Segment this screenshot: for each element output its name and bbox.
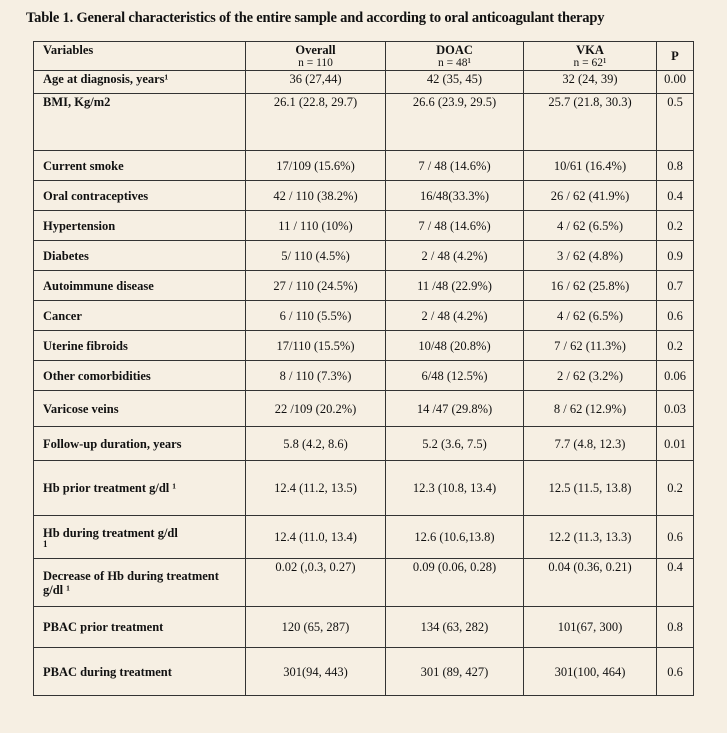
cell-p: 0.4	[657, 559, 694, 607]
row-label-text: Current smoke	[43, 158, 124, 173]
cell-overall: 26.1 (22.8, 29.7)	[246, 94, 386, 151]
row-label	[34, 559, 246, 607]
table-row	[34, 301, 694, 331]
cell-doac: 0.09 (0.06, 0.28)	[386, 559, 524, 607]
cell-overall: 22 /109 (20.2%)	[246, 391, 386, 427]
cell-p: 0.6	[657, 516, 694, 559]
row-label-text: Follow-up duration, years	[43, 436, 182, 451]
row-label-text: Uterine fibroids	[43, 338, 128, 353]
row-label	[34, 361, 246, 391]
table-row	[34, 331, 694, 361]
row-label-text: Varicose veins	[43, 401, 119, 416]
row-label-text: Hypertension	[43, 218, 116, 233]
cell-doac: 11 /48 (22.9%)	[386, 271, 524, 301]
cell-vka: 3 / 62 (4.8%)	[524, 241, 657, 271]
cell-overall: 12.4 (11.2, 13.5)	[246, 461, 386, 516]
cell-p: 0.9	[657, 241, 694, 271]
row-label	[34, 648, 246, 696]
cell-vka: 26 / 62 (41.9%)	[524, 181, 657, 211]
cell-p: 0.2	[657, 461, 694, 516]
cell-overall: 301(94, 443)	[246, 648, 386, 696]
cell-doac: 301 (89, 427)	[386, 648, 524, 696]
header-overall-n: n = 110	[298, 57, 333, 69]
cell-doac: 7 / 48 (14.6%)	[386, 211, 524, 241]
table-row	[34, 461, 694, 516]
cell-vka: 2 / 62 (3.2%)	[524, 361, 657, 391]
cell-overall: 0.02 (,0.3, 0.27)	[246, 559, 386, 607]
header-p: P	[657, 42, 694, 71]
cell-doac: 12.6 (10.6,13.8)	[386, 516, 524, 559]
row-label	[34, 331, 246, 361]
table-row	[34, 648, 694, 696]
table-row	[34, 94, 694, 151]
table-row	[34, 559, 694, 607]
cell-p: 0.2	[657, 211, 694, 241]
row-label-text: Diabetes	[43, 248, 89, 263]
cell-doac: 5.2 (3.6, 7.5)	[386, 427, 524, 461]
table-row	[34, 391, 694, 427]
row-label	[34, 607, 246, 648]
cell-vka: 16 / 62 (25.8%)	[524, 271, 657, 301]
row-label	[34, 241, 246, 271]
row-label	[34, 71, 246, 94]
cell-vka: 10/61 (16.4%)	[524, 151, 657, 181]
row-label-text: BMI, Kg/m2	[43, 95, 111, 109]
cell-p: 0.2	[657, 331, 694, 361]
row-label-text: PBAC prior treatment	[43, 620, 164, 634]
table-row	[34, 427, 694, 461]
cell-p: 0.8	[657, 151, 694, 181]
cell-p: 0.06	[657, 361, 694, 391]
row-label	[34, 461, 246, 516]
cell-p: 0.8	[657, 607, 694, 648]
header-doac	[386, 42, 524, 71]
cell-vka: 8 / 62 (12.9%)	[524, 391, 657, 427]
cell-doac: 12.3 (10.8, 13.4)	[386, 461, 524, 516]
cell-p: 0.01	[657, 427, 694, 461]
row-label-text: Hb during treatment g/dl	[43, 525, 178, 540]
row-label	[34, 94, 246, 151]
row-label	[34, 151, 246, 181]
row-label-text: Autoimmune disease	[43, 278, 154, 293]
cell-overall: 8 / 110 (7.3%)	[246, 361, 386, 391]
cell-overall: 42 / 110 (38.2%)	[246, 181, 386, 211]
row-label-text: Other comorbidities	[43, 368, 151, 383]
cell-overall: 6 / 110 (5.5%)	[246, 301, 386, 331]
cell-vka: 12.2 (11.3, 13.3)	[524, 516, 657, 559]
row-label-footnote: 1	[43, 538, 48, 549]
cell-overall: 36 (27,44)	[246, 71, 386, 94]
cell-overall: 12.4 (11.0, 13.4)	[246, 516, 386, 559]
cell-overall: 5/ 110 (4.5%)	[246, 241, 386, 271]
cell-doac: 26.6 (23.9, 29.5)	[386, 94, 524, 151]
cell-doac: 14 /47 (29.8%)	[386, 391, 524, 427]
row-label-text: Hb prior treatment g/dl ¹	[43, 481, 177, 495]
table-row	[34, 151, 694, 181]
header-variables: Variables	[34, 42, 246, 71]
table-row	[34, 361, 694, 391]
row-label	[34, 271, 246, 301]
cell-overall: 27 / 110 (24.5%)	[246, 271, 386, 301]
row-label	[34, 181, 246, 211]
cell-doac: 42 (35, 45)	[386, 71, 524, 94]
cell-overall: 17/109 (15.6%)	[246, 151, 386, 181]
cell-overall: 11 / 110 (10%)	[246, 211, 386, 241]
table-row	[34, 211, 694, 241]
row-label	[34, 516, 246, 559]
row-label	[34, 427, 246, 461]
cell-vka: 4 / 62 (6.5%)	[524, 301, 657, 331]
row-label-text: Oral contraceptives	[43, 188, 149, 203]
cell-overall: 5.8 (4.2, 8.6)	[246, 427, 386, 461]
table-row	[34, 516, 694, 559]
cell-vka: 25.7 (21.8, 30.3)	[524, 94, 657, 151]
cell-doac: 7 / 48 (14.6%)	[386, 151, 524, 181]
row-label	[34, 211, 246, 241]
cell-p: 0.6	[657, 648, 694, 696]
header-doac-label: DOAC	[436, 43, 473, 57]
header-vka	[524, 42, 657, 71]
header-vka-label: VKA	[576, 43, 604, 57]
cell-p: 0.4	[657, 181, 694, 211]
header-overall	[246, 42, 386, 71]
cell-p: 0.6	[657, 301, 694, 331]
cell-vka: 32 (24, 39)	[524, 71, 657, 94]
table-row	[34, 607, 694, 648]
header-overall-label: Overall	[295, 43, 336, 57]
table-row	[34, 241, 694, 271]
cell-doac: 2 / 48 (4.2%)	[386, 241, 524, 271]
cell-overall: 17/110 (15.5%)	[246, 331, 386, 361]
cell-p: 0.7	[657, 271, 694, 301]
cell-doac: 16/48(33.3%)	[386, 181, 524, 211]
cell-vka: 7.7 (4.8, 12.3)	[524, 427, 657, 461]
cell-vka: 301(100, 464)	[524, 648, 657, 696]
table-header-row	[34, 42, 694, 71]
cell-vka: 12.5 (11.5, 13.8)	[524, 461, 657, 516]
row-label	[34, 391, 246, 427]
row-label-text: Decrease of Hb during treatment g/dl ¹	[43, 568, 219, 597]
header-doac-n: n = 48¹	[438, 57, 471, 69]
header-vka-n: n = 62¹	[573, 57, 607, 69]
cell-overall: 120 (65, 287)	[246, 607, 386, 648]
characteristics-table	[33, 41, 694, 696]
cell-doac: 6/48 (12.5%)	[386, 361, 524, 391]
table-row	[34, 71, 694, 94]
cell-p: 0.03	[657, 391, 694, 427]
cell-vka: 101(67, 300)	[524, 607, 657, 648]
row-label-text: Cancer	[43, 308, 82, 323]
cell-doac: 134 (63, 282)	[386, 607, 524, 648]
table-caption: Table 1. General characteristics of the entire sample and according to oral anticoagulant therapy	[26, 10, 605, 26]
table-row	[34, 181, 694, 211]
cell-p: 0.5	[657, 94, 694, 151]
cell-p: 0.00	[657, 71, 694, 94]
row-label	[34, 301, 246, 331]
cell-vka: 7 / 62 (11.3%)	[524, 331, 657, 361]
table-row	[34, 271, 694, 301]
row-label-text: Age at diagnosis, years¹	[43, 72, 169, 86]
cell-doac: 2 / 48 (4.2%)	[386, 301, 524, 331]
cell-doac: 10/48 (20.8%)	[386, 331, 524, 361]
row-label-text: PBAC during treatment	[43, 664, 172, 679]
cell-vka: 4 / 62 (6.5%)	[524, 211, 657, 241]
cell-vka: 0.04 (0.36, 0.21)	[524, 559, 657, 607]
